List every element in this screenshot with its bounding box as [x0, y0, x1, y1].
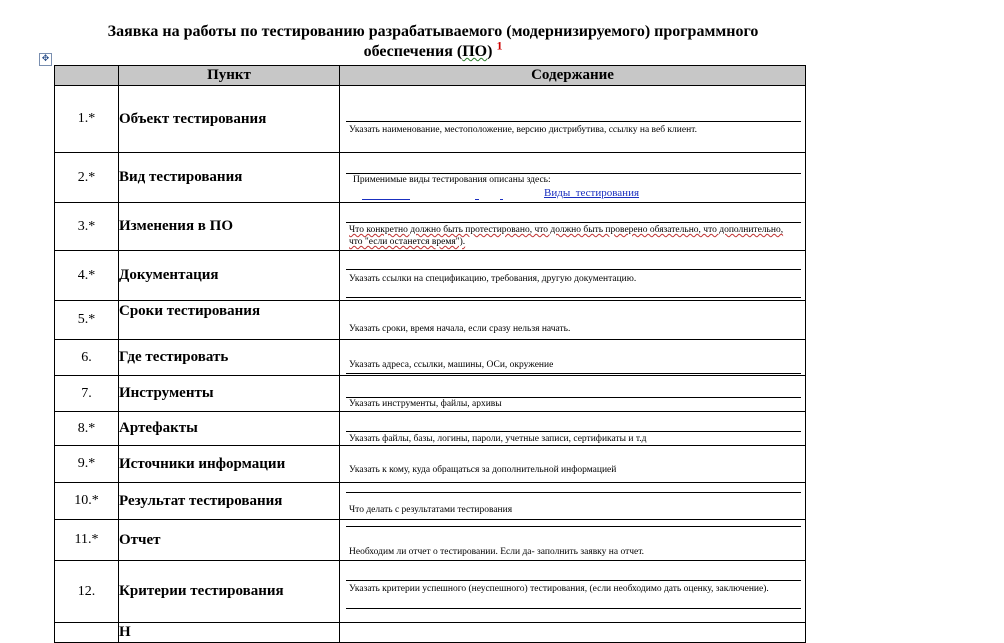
fill-line	[346, 608, 801, 609]
row-point: Инструменты	[119, 376, 340, 412]
row-content: Применимые виды тестирования описаны здесь:	[353, 175, 551, 185]
table-row	[55, 251, 806, 301]
fill-line	[346, 269, 801, 270]
row-point: Вид тестирования	[119, 153, 340, 203]
fill-line	[346, 431, 801, 432]
title-line-2-prefix: обеспечения (	[363, 43, 463, 60]
link-underline-segment	[475, 199, 479, 200]
row-point: Где тестировать	[119, 340, 340, 376]
table-row	[55, 446, 806, 483]
row-content: Что конкретно должно быть протестировано, что должно быть проверено обязательно, что дополнительно, что "если останется время").	[349, 225, 784, 247]
row-content: Указать ссылки на спецификацию, требования, другую документацию.	[349, 274, 637, 284]
table-row	[55, 86, 806, 153]
row-point: Документация	[119, 251, 340, 301]
row-content-cell[interactable]	[340, 301, 806, 340]
fill-line	[346, 121, 801, 122]
table-row	[55, 301, 806, 340]
row-number: 9.*	[55, 446, 119, 483]
row-content-cell[interactable]	[340, 561, 806, 623]
footnote-reference[interactable]: 1	[496, 38, 503, 53]
row-point: Изменения в ПО	[119, 203, 340, 251]
fill-line	[346, 373, 801, 374]
row-link-wrap	[544, 187, 799, 200]
row-content-cell[interactable]	[340, 623, 806, 643]
row-content-cell[interactable]	[340, 153, 806, 203]
header-blank	[55, 66, 119, 86]
fill-line	[346, 222, 801, 223]
row-number: 10.*	[55, 483, 119, 520]
fill-line	[346, 492, 801, 493]
link-underline-segment	[500, 199, 503, 200]
row-point: Сроки тестирования	[119, 301, 340, 340]
row-content: Указать инструменты, файлы, архивы	[349, 399, 502, 409]
title-line-2-suffix: )	[487, 43, 493, 60]
row-content: Указать критерии успешного (неуспешного) тестирования, (если необходимо дать оценку, заключение).	[349, 584, 769, 594]
title-abbreviation: ПО	[462, 43, 488, 60]
request-table	[54, 65, 806, 643]
row-point: Артефакты	[119, 412, 340, 446]
table-row	[55, 340, 806, 376]
row-number: 6.	[55, 340, 119, 376]
row-point: Отчет	[119, 520, 340, 561]
row-number: 1.*	[55, 86, 119, 153]
table-row	[55, 623, 806, 643]
row-content-cell[interactable]	[340, 376, 806, 412]
row-content-cell[interactable]	[340, 340, 806, 376]
row-content-cell[interactable]	[340, 520, 806, 561]
row-content: Указать к кому, куда обращаться за дополнительной информацией	[349, 465, 617, 475]
row-number: 11.*	[55, 520, 119, 561]
row-number: 7.	[55, 376, 119, 412]
table-row	[55, 203, 806, 251]
row-number: 2.*	[55, 153, 119, 203]
row-number	[55, 623, 119, 643]
row-content: Что делать с результатами тестирования	[349, 505, 513, 515]
row-content-cell[interactable]	[340, 86, 806, 153]
title-line-1: Заявка на работы по тестированию разрабатываемого (модернизируемого) программного	[107, 23, 759, 40]
row-point: Источники информации	[119, 446, 340, 483]
table-move-handle-icon[interactable]: ✥	[39, 53, 52, 66]
fill-line	[346, 297, 801, 298]
table-header-row	[55, 66, 806, 86]
table-row	[55, 483, 806, 520]
table-row	[55, 412, 806, 446]
table-row	[55, 520, 806, 561]
row-content-cell[interactable]	[340, 483, 806, 520]
fill-line	[346, 580, 801, 581]
row-number: 5.*	[55, 301, 119, 340]
row-point: Н	[119, 623, 340, 643]
row-content: Необходим ли отчет о тестировании. Если да- заполнить заявку на отчет.	[349, 547, 645, 557]
row-number: 8.*	[55, 412, 119, 446]
table-row	[55, 561, 806, 623]
row-point: Критерии тестирования	[119, 561, 340, 623]
row-content-cell[interactable]	[340, 446, 806, 483]
table-row	[55, 153, 806, 203]
row-content: Указать файлы, базы, логины, пароли, учетные записи, сертификаты и т.д	[349, 434, 647, 444]
header-content: Содержание	[340, 66, 806, 86]
row-content-cell[interactable]	[340, 251, 806, 301]
link-underline-segment	[362, 199, 410, 200]
testing-types-link[interactable]: Виды_тестирования	[544, 187, 640, 199]
fill-line	[346, 526, 801, 527]
row-number: 4.*	[55, 251, 119, 301]
title-line-2	[40, 38, 826, 62]
row-point: Результат тестирования	[119, 483, 340, 520]
row-number: 3.*	[55, 203, 119, 251]
document-title	[40, 22, 826, 62]
row-content: Указать адреса, ссылки, машины, ОСи, окружение	[349, 360, 554, 370]
header-point: Пункт	[119, 66, 340, 86]
row-content-cell[interactable]	[340, 203, 806, 251]
table-row	[55, 376, 806, 412]
row-content: Указать сроки, время начала, если сразу нельзя начать.	[349, 324, 571, 334]
row-content: Указать наименование, местоположение, версию дистрибутива, ссылку на веб клиент.	[349, 125, 697, 135]
row-number: 12.	[55, 561, 119, 623]
row-point: Объект тестирования	[119, 86, 340, 153]
row-content-cell[interactable]	[340, 412, 806, 446]
